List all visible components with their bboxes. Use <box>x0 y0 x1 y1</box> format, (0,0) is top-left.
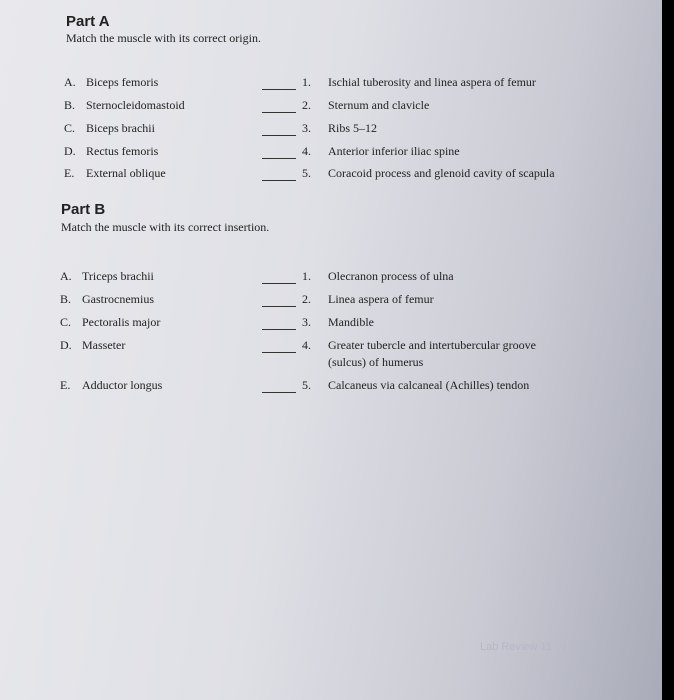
option-number: 4. <box>302 144 311 158</box>
muscle-name: Biceps brachii <box>86 121 155 135</box>
muscle-name: Sternocleidomastoid <box>86 98 185 112</box>
muscle-name: Biceps femoris <box>86 75 159 89</box>
part-a-heading: Part A <box>66 13 110 30</box>
muscle-name: Triceps brachii <box>82 269 154 283</box>
part-a-row <box>0 98 662 118</box>
answer-blank[interactable] <box>262 158 296 159</box>
part-a-row <box>0 144 662 164</box>
muscle-name: Pectoralis major <box>82 315 161 329</box>
part-b-instruction: Match the muscle with its correct insertion. <box>61 220 270 234</box>
part-b-row <box>0 338 662 369</box>
part-b-row <box>0 292 662 312</box>
option-text: Sternum and clavicle <box>328 98 430 112</box>
answer-blank[interactable] <box>262 135 296 136</box>
option-text: Olecranon process of ulna <box>328 269 454 283</box>
muscle-letter: A. <box>60 269 72 283</box>
part-a-instruction: Match the muscle with its correct origin. <box>66 31 261 45</box>
option-number: 4. <box>302 338 311 352</box>
answer-blank[interactable] <box>262 112 296 113</box>
option-text-continued: (sulcus) of humerus <box>328 355 424 369</box>
option-text: Coracoid process and glenoid cavity of scapula <box>328 166 555 180</box>
page-number: 153 <box>576 641 596 653</box>
muscle-name: Gastrocnemius <box>82 292 154 306</box>
option-text: Linea aspera of femur <box>328 292 434 306</box>
answer-blank[interactable] <box>262 352 296 353</box>
option-text: Calcaneus via calcaneal (Achilles) tendon <box>328 378 530 392</box>
answer-blank[interactable] <box>262 180 296 181</box>
part-b-row <box>0 378 662 398</box>
muscle-name: Adductor longus <box>82 378 163 392</box>
option-number: 5. <box>302 166 311 180</box>
muscle-letter: E. <box>60 378 71 392</box>
answer-blank[interactable] <box>262 89 296 90</box>
option-text: Ribs 5–12 <box>328 121 378 135</box>
muscle-letter: D. <box>60 338 72 352</box>
muscle-letter: A. <box>64 75 76 89</box>
muscle-letter: B. <box>60 292 72 306</box>
muscle-letter: D. <box>64 144 76 158</box>
option-number: 3. <box>302 315 311 329</box>
footer-separator: | <box>563 641 566 653</box>
footer-label: Lab Review 11 <box>480 641 552 653</box>
option-text: Mandible <box>328 315 374 329</box>
muscle-letter: B. <box>64 98 76 112</box>
muscle-letter: E. <box>64 166 75 180</box>
option-number: 1. <box>302 75 311 89</box>
answer-blank[interactable] <box>262 283 296 284</box>
answer-blank[interactable] <box>262 392 296 393</box>
option-number: 1. <box>302 269 311 283</box>
option-text: Greater tubercle and intertubercular groove <box>328 338 536 352</box>
part-b-row <box>0 315 662 335</box>
answer-blank[interactable] <box>262 329 296 330</box>
option-number: 5. <box>302 378 311 392</box>
part-b-heading: Part B <box>61 201 106 218</box>
option-text: Anterior inferior iliac spine <box>328 144 460 158</box>
muscle-name: Masseter <box>82 338 126 352</box>
part-a-row <box>0 121 662 141</box>
muscle-letter: C. <box>60 315 72 329</box>
option-number: 2. <box>302 98 311 112</box>
part-a-row <box>0 75 662 95</box>
option-number: 3. <box>302 121 311 135</box>
muscle-name: Rectus femoris <box>86 144 159 158</box>
answer-blank[interactable] <box>262 306 296 307</box>
muscle-name: External oblique <box>86 166 166 180</box>
part-b-row <box>0 269 662 289</box>
page-footer <box>480 641 603 653</box>
option-text: Ischial tuberosity and linea aspera of femur <box>328 75 536 89</box>
option-number: 2. <box>302 292 311 306</box>
muscle-letter: C. <box>64 121 76 135</box>
part-a-row <box>0 166 662 186</box>
